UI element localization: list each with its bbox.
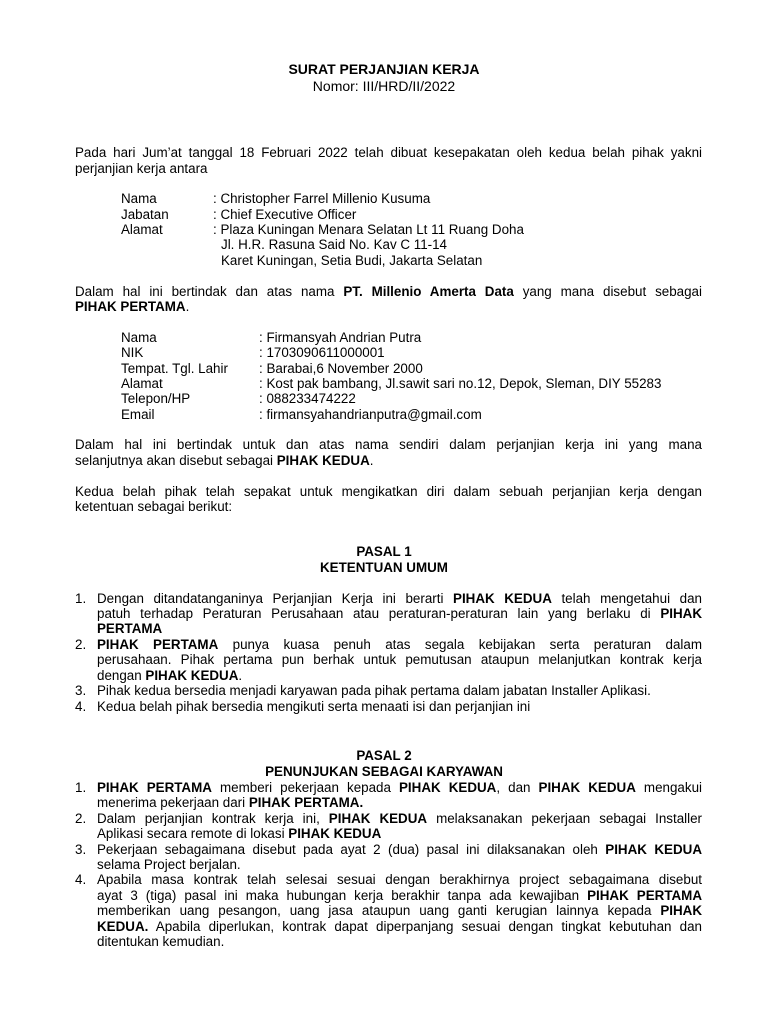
pasal2-item-4-line-4: KEDUA. Apabila diperlukan, kontrak dapat diperpanjang sesuai dengan tingkat kebutuhan dan bbox=[97, 919, 702, 934]
party2-nik-value: : 1703090611000001 bbox=[259, 345, 385, 360]
pasal2-heading: PASAL 2 bbox=[356, 748, 412, 763]
pasal2-item-4-line-5: ditentukan kemudian. bbox=[97, 934, 225, 949]
pasal1-heading: PASAL 1 bbox=[356, 544, 412, 559]
party2-name-label: Nama bbox=[121, 330, 157, 345]
agreement-line-2: ketentuan sebagai berikut: bbox=[75, 499, 233, 514]
pasal2-item-2-line-1: Dalam perjanjian kontrak kerja ini, PIHAK KEDUA melaksanakan pekerjaan sebagai Installer bbox=[97, 811, 703, 826]
document-title: SURAT PERJANJIAN KERJA bbox=[288, 61, 480, 77]
party2-role: PIHAK KEDUA bbox=[276, 453, 370, 468]
pasal1-item-3-number: 3. bbox=[75, 683, 87, 698]
pasal1-title: KETENTUAN UMUM bbox=[320, 560, 448, 575]
pasal1-item-4-line-1: Kedua belah pihak bersedia mengikuti serta menaati isi dan perjanjian ini bbox=[97, 699, 531, 714]
document-number: Nomor: III/HRD/II/2022 bbox=[312, 78, 456, 94]
pasal2-item-2-number: 2. bbox=[75, 811, 87, 826]
party1-role: PIHAK PERTAMA bbox=[75, 299, 186, 314]
intro-line-1: Pada hari Jum’at tanggal 18 Februari 2022 telah dibuat kesepakatan oleh kedua belah pihak yakni bbox=[75, 145, 702, 160]
pasal2-item-2-line-2: Aplikasi secara remote di lokasi PIHAK KEDUA bbox=[97, 826, 382, 841]
pasal2-item-1-line-2: menerima pekerjaan dari PIHAK PERTAMA. bbox=[97, 795, 364, 810]
pasal2-item-4-line-2: ayat 3 (tiga) pasal ini maka hubungan kerja berakhir tanpa ada kewajiban PIHAK PERTAMA bbox=[97, 888, 702, 903]
pasal2-item-3-line-2: selama Project berjalan. bbox=[97, 857, 241, 872]
intro-line-2: perjanjian kerja antara bbox=[75, 161, 208, 176]
party2-birth-label: Tempat. Tgl. Lahir bbox=[121, 361, 228, 376]
party2-address-value: : Kost pak bambang, Jl.sawit sari no.12, Depok, Sleman, DIY 55283 bbox=[259, 376, 662, 391]
pasal1-item-1-number: 1. bbox=[75, 591, 87, 606]
party2-statement-line-2: selanjutnya akan disebut sebagai PIHAK KEDUA. bbox=[75, 453, 374, 468]
party2-birth-value: : Barabai,6 November 2000 bbox=[259, 361, 423, 376]
party1-position-label: Jabatan bbox=[121, 207, 169, 222]
pasal2-item-4-line-1: Apabila masa kontrak telah selesai sesuai dengan berakhirnya project sebagaimana disebut bbox=[97, 872, 702, 887]
pasal1-item-2-line-2: perusahaan. Pihak pertama pun berhak untuk pemutusan ataupun melanjutkan kontrak kerja bbox=[97, 652, 702, 667]
pasal2-item-1-line-1: PIHAK PERTAMA memberi pekerjaan kepada PIHAK KEDUA, dan PIHAK KEDUA mengakui bbox=[97, 780, 702, 795]
pasal2-title: PENUNJUKAN SEBAGAI KARYAWAN bbox=[265, 764, 503, 779]
party2-statement-line-1: Dalam hal ini bertindak untuk dan atas nama sendiri dalam perjanjian kerja ini yang mana bbox=[75, 437, 702, 452]
party1-address-line-3: Karet Kuningan, Setia Budi, Jakarta Selatan bbox=[221, 253, 483, 268]
agreement-line-1: Kedua belah pihak telah sepakat untuk mengikatkan diri dalam sebuah perjanjian kerja dengan bbox=[75, 484, 702, 499]
party2-phone-label: Telepon/HP bbox=[121, 391, 191, 406]
party1-address-value: : Plaza Kuningan Menara Selatan Lt 11 Ruang Doha bbox=[213, 222, 524, 237]
pasal1-item-2-line-1: PIHAK PERTAMA punya kuasa penuh atas segala kebijakan serta peraturan dalam bbox=[97, 637, 702, 652]
pasal2-item-4-line-3: memberikan uang pesangon, uang jasa ataupun uang ganti kerugian lainnya kepada PIHAK bbox=[97, 903, 702, 918]
pasal1-item-4-number: 4. bbox=[75, 699, 87, 714]
party2-email-label: Email bbox=[121, 407, 155, 422]
pasal2-item-3-number: 3. bbox=[75, 842, 87, 857]
party1-position-value: : Chief Executive Officer bbox=[213, 207, 357, 222]
party1-name-label: Nama bbox=[121, 191, 157, 206]
pasal1-item-1-line-3: PERTAMA bbox=[97, 621, 163, 636]
party1-address-line-2: Jl. H.R. Rasuna Said No. Kav C 11-14 bbox=[221, 237, 448, 252]
party1-name-value: : Christopher Farrel Millenio Kusuma bbox=[213, 191, 431, 206]
party2-name-value: : Firmansyah Andrian Putra bbox=[259, 330, 422, 345]
party1-statement-line-2: PIHAK PERTAMA. bbox=[75, 299, 190, 314]
pasal2-item-1-number: 1. bbox=[75, 780, 87, 795]
party2-nik-label: NIK bbox=[121, 345, 144, 360]
party1-statement-line-1: Dalam hal ini bertindak dan atas nama PT. Millenio Amerta Data yang mana disebut sebagai bbox=[75, 284, 702, 299]
pasal2-item-3-line-1: Pekerjaan sebagaimana disebut pada ayat 2 (dua) pasal ini dilaksanakan oleh PIHAK KEDUA bbox=[97, 842, 702, 857]
pasal1-item-3-line-1: Pihak kedua bersedia menjadi karyawan pada pihak pertama dalam jabatan Installer Aplikasi. bbox=[97, 683, 651, 698]
party2-email-value: : firmansyahandrianputra@gmail.com bbox=[259, 407, 482, 422]
party2-address-label: Alamat bbox=[121, 376, 163, 391]
company-name: PT. Millenio Amerta Data bbox=[343, 284, 514, 299]
party1-address-label: Alamat bbox=[121, 222, 163, 237]
pasal1-item-2-number: 2. bbox=[75, 637, 87, 652]
pasal2-item-4-number: 4. bbox=[75, 872, 87, 887]
pasal1-item-1-line-1: Dengan ditandatanganinya Perjanjian Kerja ini berarti PIHAK KEDUA telah mengetahui dan bbox=[97, 591, 702, 606]
pasal1-item-2-line-3: dengan PIHAK KEDUA. bbox=[97, 668, 243, 683]
pasal1-item-1-line-2: patuh terhadap Peraturan Perusahaan atau peraturan-peraturan lain yang berlaku di PIHAK bbox=[97, 606, 702, 621]
party2-phone-value: : 088233474222 bbox=[259, 391, 356, 406]
